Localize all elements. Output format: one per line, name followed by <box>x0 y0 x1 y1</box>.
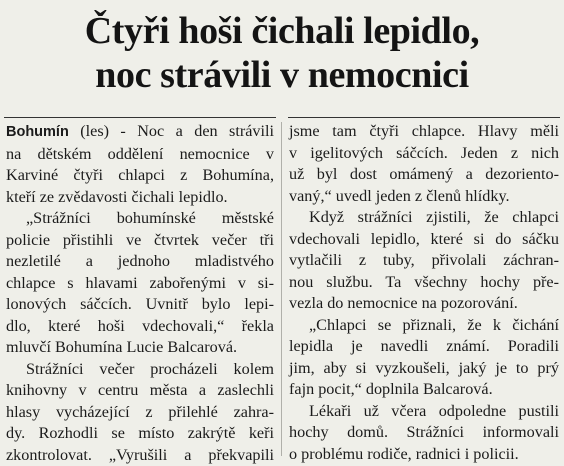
text-line <box>6 337 274 359</box>
text-line <box>289 293 559 315</box>
text-line <box>289 401 559 423</box>
text-line-content: fajn pocit,“ doplnila Balcarová. <box>289 380 493 398</box>
text-line-content: (les) - Noc a den strávili <box>69 122 274 140</box>
headline-line-2: noc strávili v nemocnici <box>0 53 564 97</box>
article-headline <box>0 9 564 97</box>
text-line <box>6 230 274 252</box>
text-line-content: Když strážníci zjistili, že chlapci <box>309 208 559 226</box>
text-line-content: na dětském oddělení nemocnice v <box>6 145 274 163</box>
text-line <box>6 359 274 381</box>
text-line-content: „Chlapci se přiznali, že k čichání <box>309 316 559 334</box>
text-line <box>6 316 274 338</box>
text-line <box>289 229 559 251</box>
text-line-content: jsme tam čtyři chlapce. Hlavy měli <box>289 122 559 140</box>
text-line-content: nou službu. Ta všechny hochy pře- <box>289 273 559 291</box>
text-line-content: vezla do nemocnice na pozorování. <box>289 294 518 312</box>
text-line <box>6 165 274 187</box>
text-line-content: „Strážníci bohumínské městské <box>26 209 274 227</box>
text-line-content: vytlačili z tuby, přivolali záchran- <box>289 251 559 269</box>
headline-line-1: Čtyři hoši čichali lepidlo, <box>0 9 564 53</box>
text-line-content: chlapce s hlavami zabořenými v si- <box>6 274 274 292</box>
text-line <box>6 121 274 144</box>
article-column-left <box>6 121 274 466</box>
text-line <box>6 144 274 166</box>
text-line <box>6 273 274 295</box>
text-line-content: dy. Rozhodli se místo zakrýtě keři <box>6 424 274 442</box>
text-line-content: vdechovali lepidlo, které si do sáčku <box>289 230 559 248</box>
article-column-right <box>289 121 559 465</box>
text-line-content: lepidla je navedli známí. Poradili <box>289 337 559 355</box>
text-line-content: hlasy vycházející z přilehlé zahra- <box>6 403 274 421</box>
text-line <box>289 358 559 380</box>
text-line <box>289 444 559 466</box>
text-line <box>289 315 559 337</box>
text-line-content: knihovny v centru města a zaslechli <box>6 381 274 399</box>
text-line-content: jim, aby si vyzkoušeli, jaký je to prý <box>289 359 559 377</box>
text-line-content: nezletilé a jednoho mladistvého <box>6 252 274 270</box>
text-line <box>289 336 559 358</box>
text-line <box>6 208 274 230</box>
text-line <box>6 294 274 316</box>
text-line-content: o problému rodiče, radnici i policii. <box>289 445 519 463</box>
text-line-content: hochy domů. Strážníci informovali <box>289 423 559 441</box>
text-line-content: v igelitových sáčcích. Jeden z nich <box>289 144 559 162</box>
text-line-content: Lékaři už včera odpoledne pustili <box>309 402 559 420</box>
text-line <box>6 380 274 402</box>
text-line <box>289 379 559 401</box>
text-line <box>289 207 559 229</box>
text-line <box>289 143 559 165</box>
text-line <box>6 445 274 466</box>
text-line-content: Strážníci večer procházeli kolem <box>26 360 274 378</box>
headline-rule-left <box>4 117 276 118</box>
text-line-content: Karviné čtyři chlapci z Bohumína, <box>6 166 274 184</box>
text-line <box>289 272 559 294</box>
text-line-content: lonových sáčcích. Uvnitř bylo lepi- <box>6 295 274 313</box>
text-line <box>6 251 274 273</box>
text-line <box>6 187 274 209</box>
text-line-content: vaný,“ uvedl jeden z členů hlídky. <box>289 187 510 205</box>
text-line <box>289 250 559 272</box>
text-line <box>289 164 559 186</box>
text-line <box>6 402 274 424</box>
text-line-content: dlo, které hoši vdechovali,“ řekla <box>6 317 274 335</box>
text-line-content: už byl dost omámený a dezoriento- <box>289 165 559 183</box>
text-line <box>289 121 559 143</box>
text-line <box>289 422 559 444</box>
headline-rule-right <box>288 117 560 118</box>
text-line-content: mluvčí Bohumína Lucie Balcarová. <box>6 338 237 356</box>
column-divider <box>281 122 282 456</box>
text-line <box>289 186 559 208</box>
text-line <box>6 423 274 445</box>
text-line-content: zkontrolovat. „Vyrušili a překvapili <box>6 446 274 464</box>
text-line-content: kteří ze zvědavosti čichali lepidlo. <box>6 188 228 206</box>
text-line-content: policie přistihli ve čtvrtek večer tři <box>6 231 274 249</box>
byline: Bohumín <box>6 124 69 140</box>
